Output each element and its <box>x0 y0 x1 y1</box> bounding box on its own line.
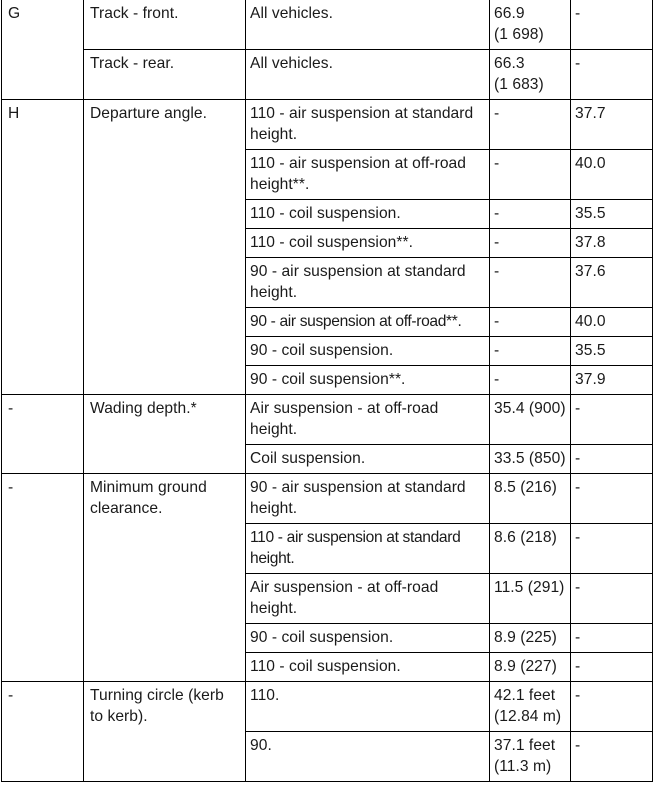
dimension-cell: Departure angle. <box>84 100 246 395</box>
value-cell: 8.9 (227) <box>490 653 571 682</box>
angle-cell: 37.8 <box>571 229 653 258</box>
angle-cell: - <box>571 50 653 100</box>
angle-cell: - <box>571 445 653 474</box>
angle-cell: - <box>571 624 653 653</box>
dimension-cell: Track - rear. <box>84 50 246 100</box>
value-cell: - <box>490 229 571 258</box>
table-row <box>2 0 653 50</box>
condition-cell: 110. <box>246 682 490 732</box>
condition-cell: All vehicles. <box>246 0 490 50</box>
condition-cell: 110 - coil suspension**. <box>246 229 490 258</box>
value-cell: 66.3 (1 683) <box>490 50 571 100</box>
angle-cell: - <box>571 653 653 682</box>
angle-cell: 37.7 <box>571 100 653 150</box>
value-cell: - <box>490 150 571 200</box>
value-cell: - <box>490 308 571 337</box>
value-cell: 8.9 (225) <box>490 624 571 653</box>
table-row <box>2 395 653 445</box>
table-row <box>2 100 653 150</box>
angle-cell: 40.0 <box>571 308 653 337</box>
angle-cell: 40.0 <box>571 150 653 200</box>
value-cell: 33.5 (850) <box>490 445 571 474</box>
dimension-cell: Turning circle (kerb to kerb). <box>84 682 246 782</box>
condition-cell: 90 - coil suspension**. <box>246 366 490 395</box>
value-cell: - <box>490 258 571 308</box>
value-cell: 66.9 (1 698) <box>490 0 571 50</box>
condition-cell: 110 - air suspension at standard height. <box>246 100 490 150</box>
value-cell: - <box>490 100 571 150</box>
dimension-cell: Minimum ground clearance. <box>84 474 246 682</box>
angle-cell: - <box>571 732 653 782</box>
condition-cell: 90. <box>246 732 490 782</box>
condition-cell: 90 - air suspension at standard height. <box>246 474 490 524</box>
condition-cell: Air suspension - at off-road height. <box>246 574 490 624</box>
condition-cell: All vehicles. <box>246 50 490 100</box>
value-cell: - <box>490 366 571 395</box>
value-cell: 42.1 feet (12.84 m) <box>490 682 571 732</box>
value-cell: 8.6 (218) <box>490 524 571 574</box>
angle-cell: - <box>571 574 653 624</box>
condition-cell: 110 - air suspension at standard height. <box>246 524 490 574</box>
row-code: - <box>2 474 84 682</box>
value-cell: 37.1 feet (11.3 m) <box>490 732 571 782</box>
value-cell: - <box>490 337 571 366</box>
angle-cell: - <box>571 474 653 524</box>
row-code: - <box>2 395 84 474</box>
dimension-cell: Track - front. <box>84 0 246 50</box>
angle-cell: 35.5 <box>571 337 653 366</box>
angle-cell: 37.9 <box>571 366 653 395</box>
condition-cell: Coil suspension. <box>246 445 490 474</box>
dimension-cell: Wading depth.* <box>84 395 246 474</box>
row-code: H <box>2 100 84 395</box>
value-cell: 8.5 (216) <box>490 474 571 524</box>
condition-cell: Air suspension - at off-road height. <box>246 395 490 445</box>
angle-cell: - <box>571 0 653 50</box>
table-row <box>2 682 653 732</box>
condition-cell: 110 - coil suspension. <box>246 200 490 229</box>
angle-cell: - <box>571 524 653 574</box>
condition-cell: 110 - coil suspension. <box>246 653 490 682</box>
condition-cell: 90 - coil suspension. <box>246 337 490 366</box>
row-code: G <box>2 0 84 100</box>
condition-cell: 90 - air suspension at off-road**. <box>246 308 490 337</box>
angle-cell: - <box>571 395 653 445</box>
angle-cell: - <box>571 682 653 732</box>
condition-cell: 90 - air suspension at standard height. <box>246 258 490 308</box>
condition-cell: 90 - coil suspension. <box>246 624 490 653</box>
value-cell: - <box>490 200 571 229</box>
table-row <box>2 474 653 524</box>
specifications-table <box>1 0 653 782</box>
table-row <box>2 50 653 100</box>
angle-cell: 37.6 <box>571 258 653 308</box>
value-cell: 11.5 (291) <box>490 574 571 624</box>
row-code: - <box>2 682 84 782</box>
value-cell: 35.4 (900) <box>490 395 571 445</box>
angle-cell: 35.5 <box>571 200 653 229</box>
condition-cell: 110 - air suspension at off-road height**. <box>246 150 490 200</box>
